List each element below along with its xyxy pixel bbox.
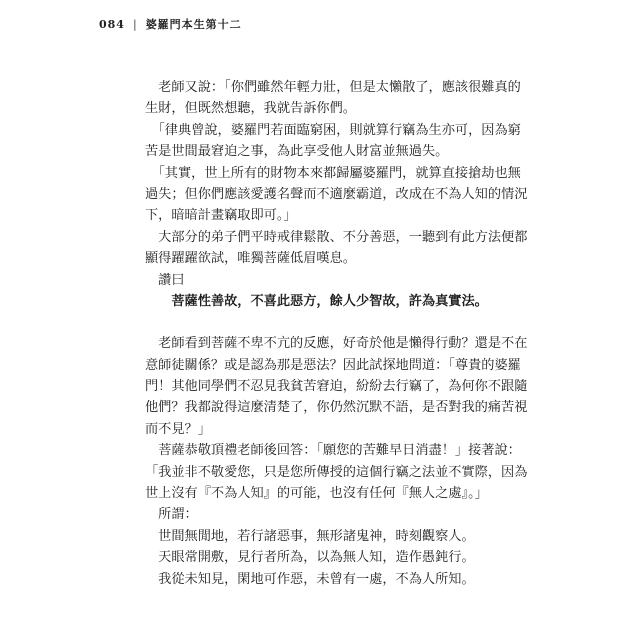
text-line: 門！其他同學們不忍見我貧苦窘迫，紛紛去行竊了，為何你不跟隨: [145, 379, 528, 395]
text-line: 大部分的弟子們平時戒律鬆散、不分善惡，一聽到有此方法便都: [145, 229, 528, 245]
text-line: 「其實，世上所有的財物本來都歸屬婆羅門，就算直接搶劫也無: [145, 165, 521, 181]
text-line: 老師又說：「你們雖然年輕力壯，但是太懶散了，應該很難真的: [145, 80, 521, 95]
text-line: 生財，但既然想聽，我就告訴你們。: [145, 101, 356, 117]
text-line: 他們？我都說得這麼清楚了，你仍然沉默不語，是否對我的痛苦視: [145, 400, 528, 416]
text-line: 意師徒關係？或是認為那是惡法？因此試探地問道：「尊貴的婆羅: [145, 357, 521, 373]
text-line: 我從未知見，閑地可作惡，未曾有一處，不為人所知。: [145, 571, 475, 587]
text-line: 下，暗暗計畫竊取即可。」: [145, 208, 297, 224]
chapter-title: 婆羅門本生第十二: [145, 18, 242, 31]
verse-line: 菩薩性善故，不喜此惡方，餘人少智故，許為真實法。: [145, 293, 488, 309]
text-line: 老師看到菩薩不卑不亢的反應，好奇於他是懶得行動？還是不在: [145, 336, 528, 352]
text-line: 菩薩恭敬頂禮老師後回答：「願您的苦難早日消盡！」接著說：: [145, 443, 521, 459]
text-line: 「我並非不敬愛您，只是您所傳授的這個行竊之法並不實際，因為: [145, 464, 528, 480]
paragraph-gap: [145, 312, 497, 333]
page-body: [145, 77, 528, 590]
header-separator: |: [132, 17, 138, 31]
text-line: 天眼常開敷，見行者所為，以為無人知，造作愚鈍行。: [145, 550, 475, 566]
text-line: 「律典曾說，婆羅門若面臨窮困，則就算行竊為生亦可，因為窮: [145, 122, 521, 138]
text-line: 顯得躍躍欲試，唯獨菩薩低眉嘆息。: [145, 251, 356, 267]
text-line: 世間無閒地，若行諸惡事，無形諸鬼神，時刻觀察人。: [145, 528, 475, 544]
text-line: 世上沒有『不為人知』的可能，也沒有任何『無人之處』。」: [145, 486, 488, 502]
text-line: 過失；但你們應該愛護名聲而不適麼霸道，改成在不為人知的情況: [145, 186, 528, 202]
running-header: [99, 16, 242, 32]
text-line: 苦是世間最窘迫之事，為此享受他人財富並無過失。: [145, 144, 449, 160]
page-number: 084: [99, 17, 125, 31]
verse-heading: 讚曰: [145, 272, 185, 288]
text-line: 所謂：: [145, 507, 198, 523]
text-line: 而不見？」: [145, 421, 211, 437]
